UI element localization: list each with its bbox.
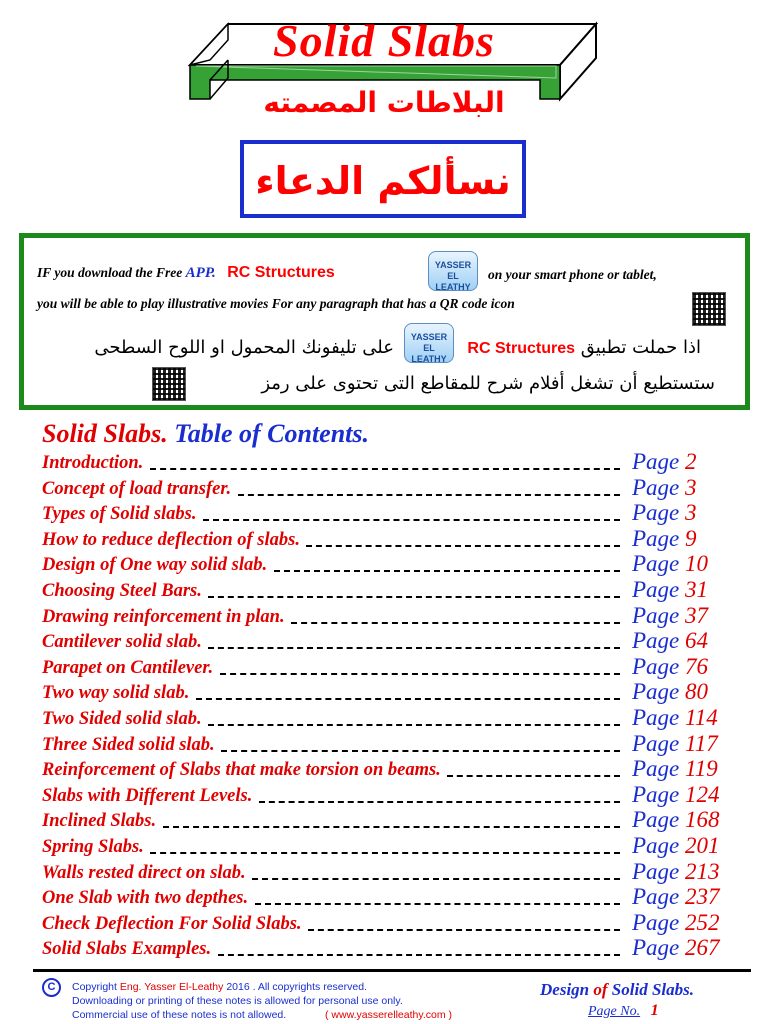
arabic-info-line-2: ستستطيع أن تشغل أفلام شرح للمقاطع التى تحتوى على رمز [261, 373, 715, 394]
toc-leader-dashes [238, 494, 620, 496]
toc-entry-page: Page 117 [632, 730, 718, 756]
toc-entry-page: Page 31 [632, 577, 709, 602]
toc-entry-label: Inclined Slabs. [42, 811, 157, 832]
toc-leader-dashes [447, 775, 620, 777]
toc-leader-dashes [203, 519, 620, 521]
document-title: Solid Slabs [273, 15, 495, 66]
toc-entry-page: Page 267 [632, 935, 720, 961]
toc-leader-dashes [208, 724, 620, 726]
toc-entry-label: Design of One way solid slab. [42, 555, 268, 576]
toc-leader-dashes [252, 878, 620, 880]
toc-leader-dashes [221, 750, 620, 752]
app-word: APP. [185, 265, 216, 281]
toc-entry-page: Page 76 [632, 653, 709, 679]
footer-website-link[interactable]: ( www.yasserelleathy.com ) [325, 1009, 453, 1021]
toc-entry-page: Page 168 [632, 807, 720, 833]
toc-leader-dashes [208, 647, 620, 649]
arabic-subtitle: البلاطات المصمته [263, 86, 505, 119]
dua-text: نسألكم الدعاء [255, 159, 511, 203]
qr-code-icon-arabic [152, 367, 186, 401]
toc-entry-page: Page 80 [632, 679, 709, 705]
toc-entry-page: Page 119 [632, 756, 718, 782]
arabic-info-line-1: اذا حملت تطبيق RC Structures [467, 337, 701, 358]
toc-leader-dashes [150, 852, 620, 854]
toc-leader-dashes [291, 622, 620, 624]
toc-leader-dashes [274, 570, 620, 572]
toc-leader-dashes [196, 698, 620, 700]
toc-entry-label: Drawing reinforcement in plan. [42, 606, 285, 627]
footer-design-title: Design of Solid Slabs. [540, 980, 694, 999]
toc-entry-label: Walls rested direct on slab. [42, 862, 246, 883]
footer-copyright-line: Copyright Eng. Yasser El-Leathy 2016 . All copyrights reserved. [72, 981, 367, 993]
info-line-1 [37, 264, 335, 282]
toc-entry-label: Concept of load transfer. [42, 478, 232, 499]
footer-page-number: Page No. 1 [588, 1002, 659, 1019]
toc-title: Solid Slabs. Table of Contents. [42, 419, 370, 448]
toc-entry[interactable] [42, 935, 742, 964]
footer-personal-use-line: Downloading or printing of these notes is allowed for personal use only. [72, 995, 403, 1007]
toc-entry-label: Three Sided solid slab. [42, 734, 215, 755]
toc-entry-page: Page 124 [632, 781, 720, 807]
toc-entry-label: Choosing Steel Bars. [42, 581, 202, 601]
toc-entry-page: Page 3 [632, 474, 697, 500]
rc-structures-label: RC Structures [227, 264, 335, 281]
toc-entry-label: Check Deflection For Solid Slabs. [42, 913, 302, 934]
copyright-icon: C [42, 978, 61, 997]
toc-entry-page: Page 3 [632, 500, 697, 526]
toc-entry-page: Page 114 [632, 705, 718, 730]
toc-entry-page: Page 201 [632, 833, 720, 858]
toc-leader-dashes [308, 929, 620, 931]
toc-entry-label: Introduction. [42, 453, 144, 473]
toc-entry-label: Solid Slabs Examples. [42, 939, 212, 960]
toc-entry-page: Page 10 [632, 551, 709, 577]
toc-leader-dashes [218, 954, 620, 956]
toc-entry-page: Page 9 [632, 525, 697, 551]
toc-leader-dashes [306, 545, 620, 547]
info-line-2: you will be able to play illustrative movies For any paragraph that has a QR code icon [37, 296, 515, 311]
toc-entry-label: One Slab with two depthes. [42, 888, 249, 909]
toc-entry-label: Two Sided solid slab. [42, 709, 202, 729]
toc-entry-label: Slabs with Different Levels. [42, 785, 253, 806]
toc-leader-dashes [150, 468, 620, 470]
toc-entry-page: Page 252 [632, 909, 720, 935]
info-line-1-b: on your smart phone or tablet, [488, 267, 657, 282]
toc-leader-dashes [259, 801, 620, 803]
toc-leader-dashes [163, 826, 620, 828]
arabic-info-line-1-b: على تليفونك المحمول او اللوح السطحى [94, 337, 394, 358]
toc-entry-label: Cantilever solid slab. [42, 632, 202, 653]
toc-entry-page: Page 2 [632, 449, 697, 474]
qr-code-icon [692, 292, 726, 326]
toc-entry-label: Types of Solid slabs. [42, 504, 197, 525]
dua-box [240, 140, 526, 218]
toc-entry-page: Page 213 [632, 858, 720, 884]
app-icon[interactable]: YASSER EL LEATHY [428, 251, 478, 291]
info-line-1-a: IF you download the Free [37, 265, 183, 280]
toc-leader-dashes [220, 673, 620, 675]
footer-commercial-line: Commercial use of these notes is not allowed. [72, 1009, 287, 1021]
toc-entry-label: Two way solid slab. [42, 683, 190, 704]
toc-entry-label: Parapet on Cantilever. [42, 657, 214, 678]
toc-entry-label: Reinforcement of Slabs that make torsion on beams. [42, 760, 441, 781]
toc-entry-page: Page 37 [632, 602, 709, 628]
toc-entry-label: How to reduce deflection of slabs. [42, 529, 300, 550]
toc-leader-dashes [208, 596, 620, 598]
toc-leader-dashes [255, 903, 620, 905]
toc-entry-page: Page 64 [632, 628, 709, 654]
toc-entry-page: Page 237 [632, 884, 720, 910]
toc-entry-label: Spring Slabs. [42, 837, 144, 857]
app-icon-arabic[interactable]: YASSER EL LEATHY [404, 323, 454, 363]
footer-rule [33, 969, 751, 972]
